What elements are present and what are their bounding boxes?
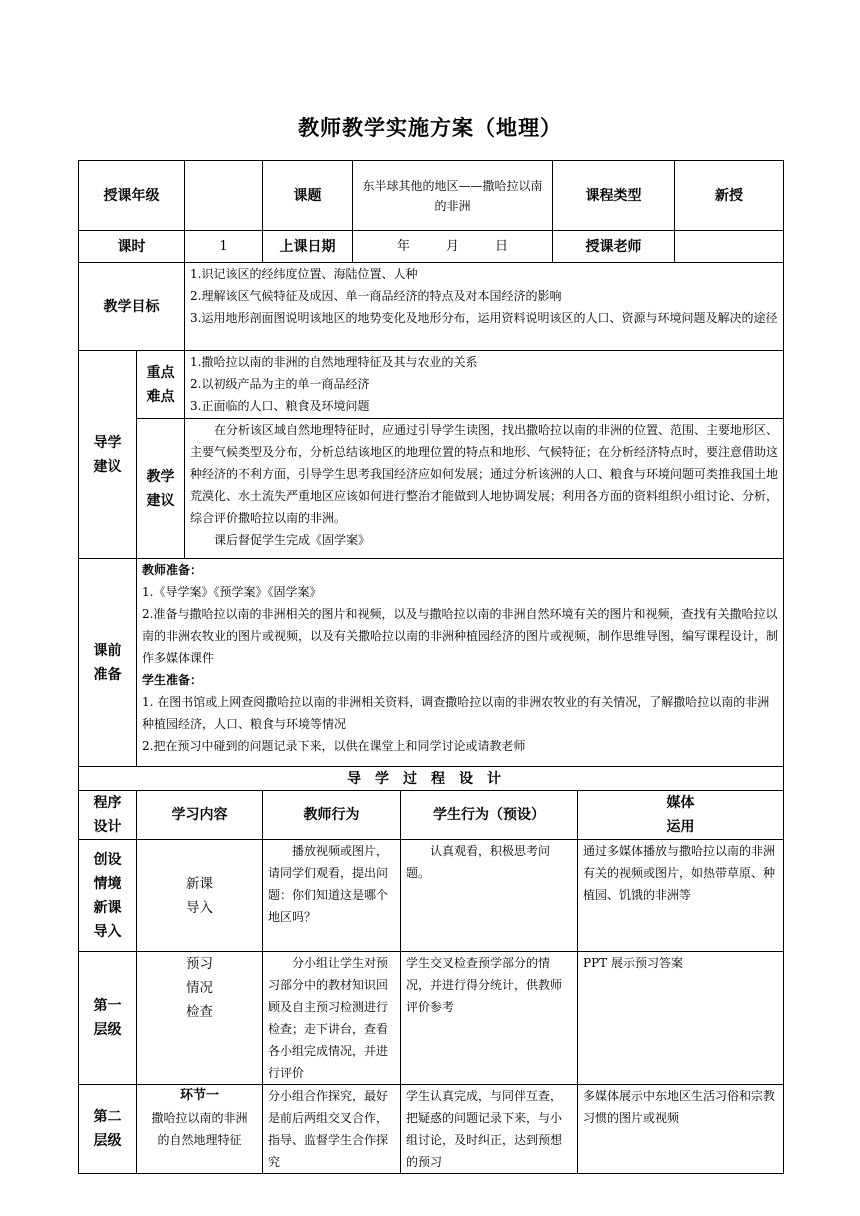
- key-point-item: 1.撒哈拉以南的非洲的自然地理特征及其与农业的关系: [190, 355, 478, 369]
- row-step: [79, 952, 137, 1085]
- row-content-text: 检查: [186, 1004, 213, 1020]
- key-points-label: [137, 351, 185, 419]
- prep-content: [137, 559, 784, 767]
- col-teacher: 教师行为: [263, 791, 401, 840]
- hours-value: 1: [185, 231, 263, 263]
- row-content-text: 情况: [186, 980, 213, 996]
- teacher-label: 授课老师: [553, 231, 675, 263]
- row-content-text: 新课: [186, 875, 213, 892]
- grade-label: 授课年级: [79, 161, 185, 231]
- course-type-label: 课程类型: [553, 161, 675, 231]
- row-content-head: 环节一: [179, 1088, 219, 1103]
- key-label-1: 重点: [146, 364, 175, 381]
- row-step-text: 新课: [93, 899, 122, 916]
- row-media: 多媒体展示中东地区生活习俗和宗教习惯的图片或视频: [578, 1085, 784, 1174]
- course-type-value: 新授: [675, 161, 784, 231]
- advice-label-1: 教学: [146, 468, 175, 485]
- date-value: [353, 231, 553, 263]
- student-prep-item: 1. 在图书馆或上网查阅撒哈拉以南的非洲相关资料，调查撒哈拉以南的非洲农牧业的有关情况，了解撒哈拉以南的非洲种植园经济，人口、粮食与环境等情况: [142, 695, 770, 731]
- objectives-label: 教学目标: [79, 263, 185, 351]
- guide-label-2: 建议: [93, 458, 122, 475]
- row-content-text: 预习: [186, 956, 213, 972]
- key-points-list: [185, 351, 784, 419]
- advice-text: 在分析该区域自然地理特征时，应通过引导学生读图，找出撒哈拉以南的非洲的位置、范围、主要地形区、主要气候类型及分布，分析总结该地区的地理位置的特点和地形、气候特征；在分析经济特点时，要注意借助这种经济的不利方面，引导学生思考我国经济应如何发展；通过分析该洲的人口、粮食与环境问题可类推我国土地荒漠化、水土流失严重地区应该如何进行整治才能做到人地协调发展；利用各方面的资料组织小组讨论、分析，综合评价撒哈拉以南的非洲。: [190, 423, 779, 525]
- teacher-prep-heading: 教师准备：: [142, 563, 203, 577]
- objectives-list: [185, 263, 784, 351]
- col-content: 学习内容: [137, 791, 263, 840]
- advice-after: 课后督促学生完成《固学案》: [214, 533, 371, 547]
- page-title: 教师教学实施方案（地理）: [298, 116, 562, 140]
- row-step-text: 第一: [93, 998, 122, 1014]
- prep-label: [79, 559, 137, 767]
- col-media: [578, 791, 784, 840]
- row-content: [137, 840, 263, 952]
- row-step-text: 层级: [93, 1022, 122, 1038]
- student-prep-heading: 学生准备：: [142, 673, 203, 687]
- advice-label-2: 建议: [146, 492, 175, 509]
- col-step-2: 设计: [93, 819, 122, 835]
- objective-item: 2.理解该区气候特征及成因、单一商品经济的特点及对本国经济的影响: [190, 289, 562, 303]
- key-point-item: 2.以初级产品为主的单一商品经济: [190, 377, 370, 391]
- row-content: [137, 952, 263, 1085]
- objective-item: 1.识记该区的经纬度位置、海陆位置、人种: [190, 267, 418, 281]
- col-step: [79, 791, 137, 840]
- design-heading: 导学过程设计: [79, 767, 784, 791]
- row-step-text: 导入: [93, 923, 122, 940]
- row-content-text: 的自然地理特征: [157, 1133, 242, 1147]
- row-media: PPT 展示预习答案: [578, 952, 784, 1085]
- grade-value: [185, 161, 263, 231]
- row-teacher: 分小组让学生对预习部分中的教材知识回顾及自主预习检测进行检查；走下讲台，查看各小组完成情况，并进行评价: [263, 952, 401, 1085]
- advice-text-cell: [185, 419, 784, 559]
- row-step-text: 情境: [93, 875, 122, 892]
- row-student: 学生认真完成，与同伴互查，把疑惑的问题记录下来，与小组讨论，及时纠正，达到预想的预习: [401, 1085, 578, 1174]
- topic-label: 课题: [263, 161, 353, 231]
- teacher-prep-item: 2.准备与撒哈拉以南的非洲相关的图片和视频，以及与撒哈拉以南的非洲自然环境有关的图片和视频，查找有关撒哈拉以南的非洲农牧业的图片或视频，以及有关撒哈拉以南的非洲种植园经济的图片或视频，制作思维导图，编写课程设计，制作多媒体课件: [142, 607, 779, 665]
- row-content-text: 撒哈拉以南的非洲: [151, 1111, 248, 1125]
- lesson-plan-table: [78, 160, 784, 1174]
- date-month: 月: [446, 238, 460, 254]
- prep-label-2: 准备: [93, 666, 122, 683]
- hours-label: 课时: [79, 231, 185, 263]
- advice-label: [137, 419, 185, 559]
- objective-item: 3.运用地形剖面图说明该地区的地势变化及地形分布，运用资料说明该区的人口、资源与环境问题及解决的途径: [190, 311, 778, 325]
- date-label: 上课日期: [263, 231, 353, 263]
- date-year: 年: [396, 238, 410, 254]
- row-step-text: 第二: [93, 1109, 122, 1125]
- row-step: [79, 840, 137, 952]
- col-media-2: 运用: [666, 819, 695, 835]
- col-step-1: 程序: [93, 795, 122, 811]
- col-student: 学生行为（预设）: [401, 791, 578, 840]
- key-point-item: 3.正面临的人口、粮食及环境问题: [190, 399, 370, 413]
- date-day: 日: [495, 238, 509, 254]
- row-step-text: 层级: [93, 1133, 122, 1149]
- col-media-1: 媒体: [666, 795, 695, 811]
- row-content: [137, 1085, 263, 1174]
- row-media: 通过多媒体播放与撒哈拉以南的非洲有关的视频或图片，如热带草原、种植园、饥饿的非洲等: [578, 840, 784, 952]
- guide-label: [79, 351, 137, 559]
- row-step-text: 创设: [93, 851, 122, 868]
- student-prep-item: 2.把在预习中碰到的问题记录下来，以供在课堂上和同学讨论或请教老师: [142, 739, 526, 753]
- row-content-text: 导入: [186, 899, 213, 916]
- topic-value: 东半球其他的地区——撒哈拉以南的非洲: [353, 161, 553, 231]
- key-label-2: 难点: [146, 388, 175, 405]
- row-student: 认真观看，积极思考问题。: [401, 840, 578, 952]
- teacher-prep-item: 1.《导学案》《预学案》《固学案》: [142, 585, 322, 599]
- row-step: [79, 1085, 137, 1174]
- row-student: 学生交叉检查预学部分的情况，并进行得分统计，供教师评价参考: [401, 952, 578, 1085]
- row-teacher: 分小组合作探究，最好是前后两组交叉合作，指导、监督学生合作探究: [263, 1085, 401, 1174]
- prep-label-1: 课前: [93, 642, 122, 659]
- guide-label-1: 导学: [93, 434, 122, 451]
- row-teacher: 播放视频或图片，请同学们观看，提出问题：你们知道这是哪个地区吗？: [263, 840, 401, 952]
- teacher-value: [675, 231, 784, 263]
